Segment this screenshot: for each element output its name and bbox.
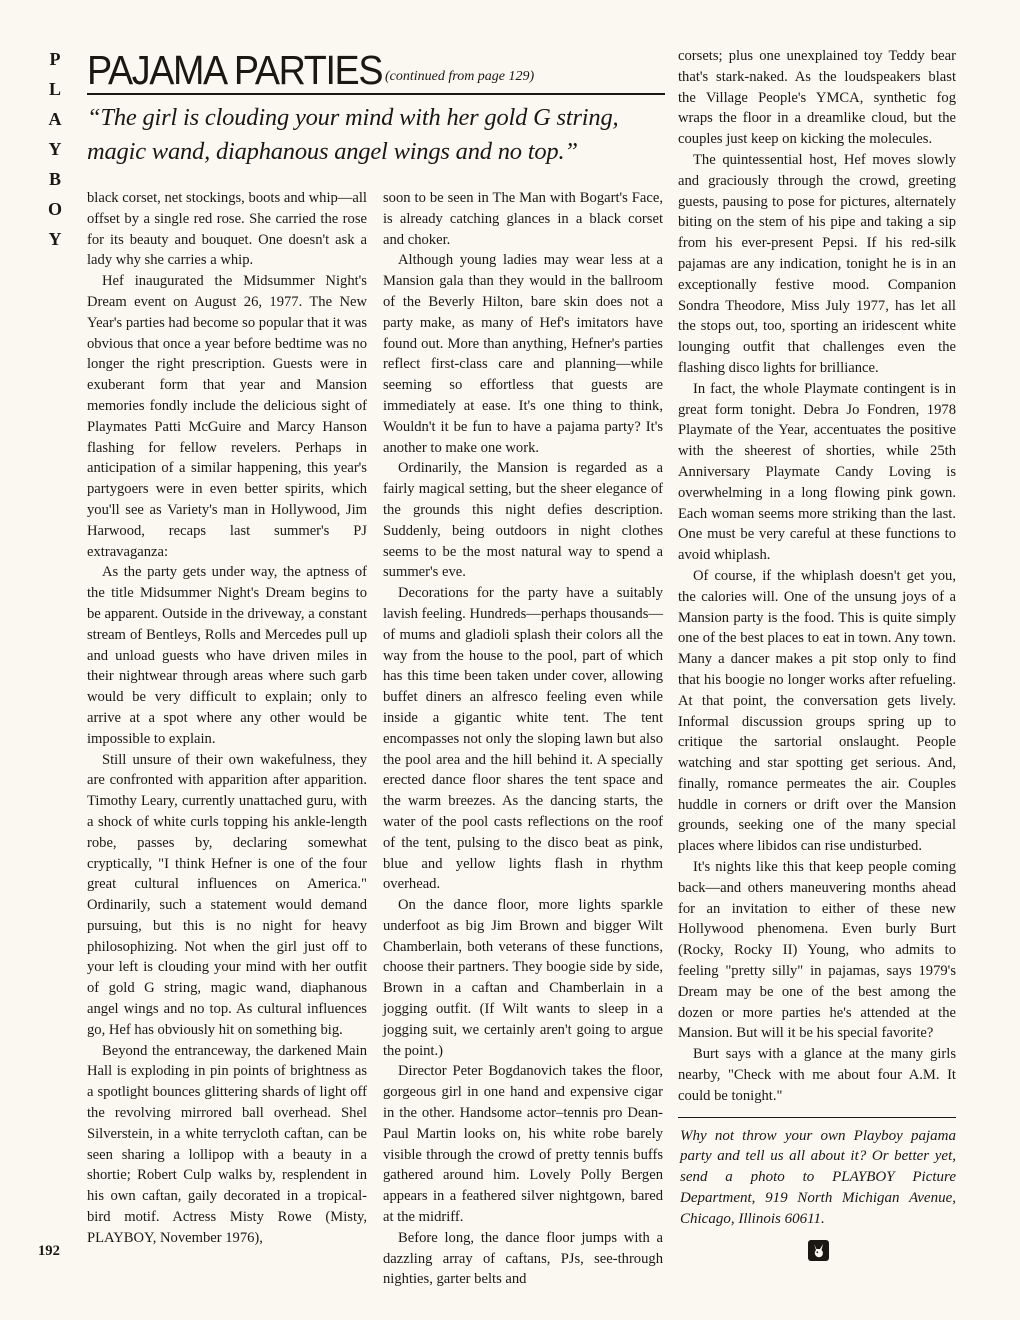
paragraph: corsets; plus one unexplained toy Teddy bear that's stark-naked. As the loudspeakers blast the Village People's YMCA, synthetic fog wraps the floor in a dreamlike cloud, but the couples just keep on kicking the molecules.	[678, 48, 956, 148]
closing-rule	[678, 1117, 956, 1118]
paragraph: Decorations for the party have a suitably lavish feeling. Hundreds—perhaps thousands—of mums and gladioli splash their colors all the way from the house to the pool, part of which has this time been taken under cover, allowing buffet diners an alfresco feeling even while inside a gigantic white tent. The tent encompasses not only the sloping lawn but also the pool area and the hill behind it. A specially erected dance floor shares the tent space and the warm breezes. As the dancing starts, the water of the pool casts reflections on the roof of the tent, pulsing to the disco beat as pink, blue and yellow lights flash in rhythm overhead.	[383, 585, 663, 893]
logo-letter: O	[47, 199, 62, 219]
logo-letter: A	[48, 109, 62, 129]
paragraph: black corset, net stockings, boots and whip—all offset by a single red rose. She carried the rose for its beauty and bouquet. One doesn't ask a lady why she carries a whip.	[87, 190, 367, 269]
article-title: PAJAMA PARTIES	[87, 47, 383, 93]
paragraph: Ordinarily, the Mansion is regarded as a fairly magical setting, but the sheer elegance of the grounds this night defies description. Suddenly, being outdoors in night clothes seems to be the most natural way to spend a summer's eve.	[383, 460, 663, 581]
text-column-1	[87, 188, 367, 1249]
paragraph: As the party gets under way, the aptness of the title Midsummer Night's Dream begins to be apparent. Outside in the driveway, a constant stream of Bentleys, Rolls and Mercedes pull up and unload guests who have driven miles in their nightwear through areas where such garb would be very difficult to explain; only to arrive at a spot where any other would be impossible to explain.	[87, 564, 367, 747]
article-header	[87, 48, 665, 93]
paragraph: Of course, if the whiplash doesn't get you, the calories will. One of the unsung joys of a Mansion party is the food. This is quite simply one of the best places to eat in town. Any town. Many a dancer makes a pit stop only to find that his boogie no longer works after refueling. At that point, the conversation gets lively. Informal discussion groups spring up to critique the sartorial onslaught. People watching and star spotting get serious. And, finally, romance permeates the air. Couples huddle in corners or drift over the Mansion grounds, seeking one of the many special places where libidos can rise undisturbed.	[678, 567, 956, 855]
paragraph: It's nights like this that keep people coming back—and others maneuvering months ahead for an invitation to either of these new Hollywood phenomena. Even burly Burt (Rocky, Rocky II) Young, who admits to feeling "pretty silly" in pajamas, says 1979's Dream may be one of the best among the dozen or more parties he's attended at the Mansion. But will it be his special favorite?	[678, 859, 956, 1042]
paragraph: Director Peter Bogdanovich takes the floor, gorgeous girl in one hand and expensive cigar in the other. Handsome actor–tennis pro Dean-Paul Martin looks on, his white robe barely visible through the crowd of pretty tennis buffs gathered around him. Lovely Polly Bergen appears in a feathered silver nightgown, bared at the midriff.	[383, 1063, 663, 1226]
rabbit-head-icon	[808, 1240, 829, 1261]
paragraph: The quintessential host, Hef moves slowly and graciously through the crowd, greeting guests, pausing to pose for pictures, alternately biting on the stem of his pipe and taking a sip from his ever-present Pepsi. If his red-silk pajamas are any indication, tonight he is in an exceptionally festive mood. Companion Sondra Theodore, Miss July 1977, has let all the stops out, too, sporting an iridescent white lounging outfit that challenges even the flashing disco lights for brilliance.	[678, 151, 956, 376]
title-rule	[87, 93, 665, 95]
paragraph: Although young ladies may wear less at a Mansion gala than they would in the ballroom of the Beverly Hilton, bare skin does not a party make, as many of Hef's imitators have found out. More than anything, Hefner's parties reflect first-class care and planning—while seeming so effortless that guests are immediately at ease. It's one thing to think, Wouldn't it be fun to have a pajama party? It's another to make one work.	[383, 252, 663, 456]
logo-letter: B	[48, 169, 61, 189]
logo-letter: L	[48, 79, 61, 99]
logo-letter: Y	[48, 229, 62, 249]
paragraph: Still unsure of their own wakefulness, they are confronted with apparition after apparition. Timothy Leary, currently unattached guru, with a shock of white curls topping his ankle-length robe, passes by, declaring somewhat cryptically, "I think Hefner is one of the four great cultural influences on America." Ordinarily, such a statement would demand pursuing, but this is no night for heavy philosophizing. Not when the girl just off to your left is clouding your mind with her outfit of gold G string, magic wand, diaphanous angel wings and no top. As cultural influences go, Hef has obviously hit on something big.	[87, 751, 367, 1038]
paragraph: On the dance floor, more lights sparkle underfoot as big Jim Brown and bigger Wilt Chamberlain, both veterans of these functions, choose their partners. They boogie side by side, Brown in a caftan and Chamberlain in a jogging outfit. (If Wilt wants to sleep in a jogging suit, we certainly aren't going to argue the point.)	[383, 897, 663, 1059]
text-column-2	[383, 188, 663, 1290]
paragraph: Hef inaugurated the Midsummer Night's Dream event on August 26, 1977. The New Year's parties had become so popular that it was obvious that once a year before bedtime was no longer the right prescription. Guests were in exuberant form that year and Mansion memories fondly include the delicious sight of Playmates Patti McGuire and Marcy Hanson flashing for fellow revelers. Perhaps in anticipation of a similar happening, this year's partygoers were in even better spirits, which you'll see as Variety's man in Hollywood, Jim Harwood, recaps last summer's PJ extravaganza:	[87, 273, 367, 560]
text-column-3	[678, 46, 956, 1230]
closing-note: Why not throw your own Playboy pajama party and tell us all about it? Or better yet, send a photo to PLAYBOY Picture Department, 919 North Michigan Avenue, Chicago, Illinois 60611.	[680, 1127, 956, 1227]
paragraph: Beyond the entranceway, the darkened Main Hall is exploding in pin points of brightness as a spotlight bounces glittering shards of light off the revolving mirrored ball overhead. Shel Silverstein, in a white terrycloth caftan, can be seen sharing a lollipop with a beauty in a shortie; Robert Culp walks by, resplendent in his own caftan, gaily decorated in a tropical-bird motif. Actress Misty Rowe (Misty, PLAYBOY, November 1976),	[87, 1042, 367, 1246]
paragraph: soon to be seen in The Man with Bogart's Face, is already catching glances in a black corset and choker.	[383, 190, 663, 248]
vertical-magazine-logo	[40, 44, 70, 254]
paragraph: In fact, the whole Playmate contingent is in great form tonight. Debra Jo Fondren, 1978 Playmate of the Year, accentuates the positive with the sheerest of shorties, while 25th Anniversary Playmate Candy Loving is overwhelming in a long flowing pink gown. Each woman seems more striking than the last. One must be very careful at these functions to avoid whiplash.	[678, 380, 956, 564]
page-number: 192	[38, 1243, 60, 1259]
pull-quote-line: magic wand, diaphanous angel wings and no top.”	[87, 138, 578, 165]
paragraph: Before long, the dance floor jumps with a dazzling array of caftans, PJs, see-through nighties, garter belts and	[383, 1229, 663, 1288]
paragraph: Burt says with a glance at the many girls nearby, "Check with me about four A.M. It could be tonight."	[678, 1046, 956, 1104]
logo-letter: P	[49, 49, 61, 69]
continued-note: (continued from page 129)	[385, 69, 535, 84]
pull-quote	[87, 101, 672, 169]
logo-letter: Y	[48, 139, 62, 159]
pull-quote-line: “The girl is clouding your mind with her gold G string,	[87, 104, 619, 131]
